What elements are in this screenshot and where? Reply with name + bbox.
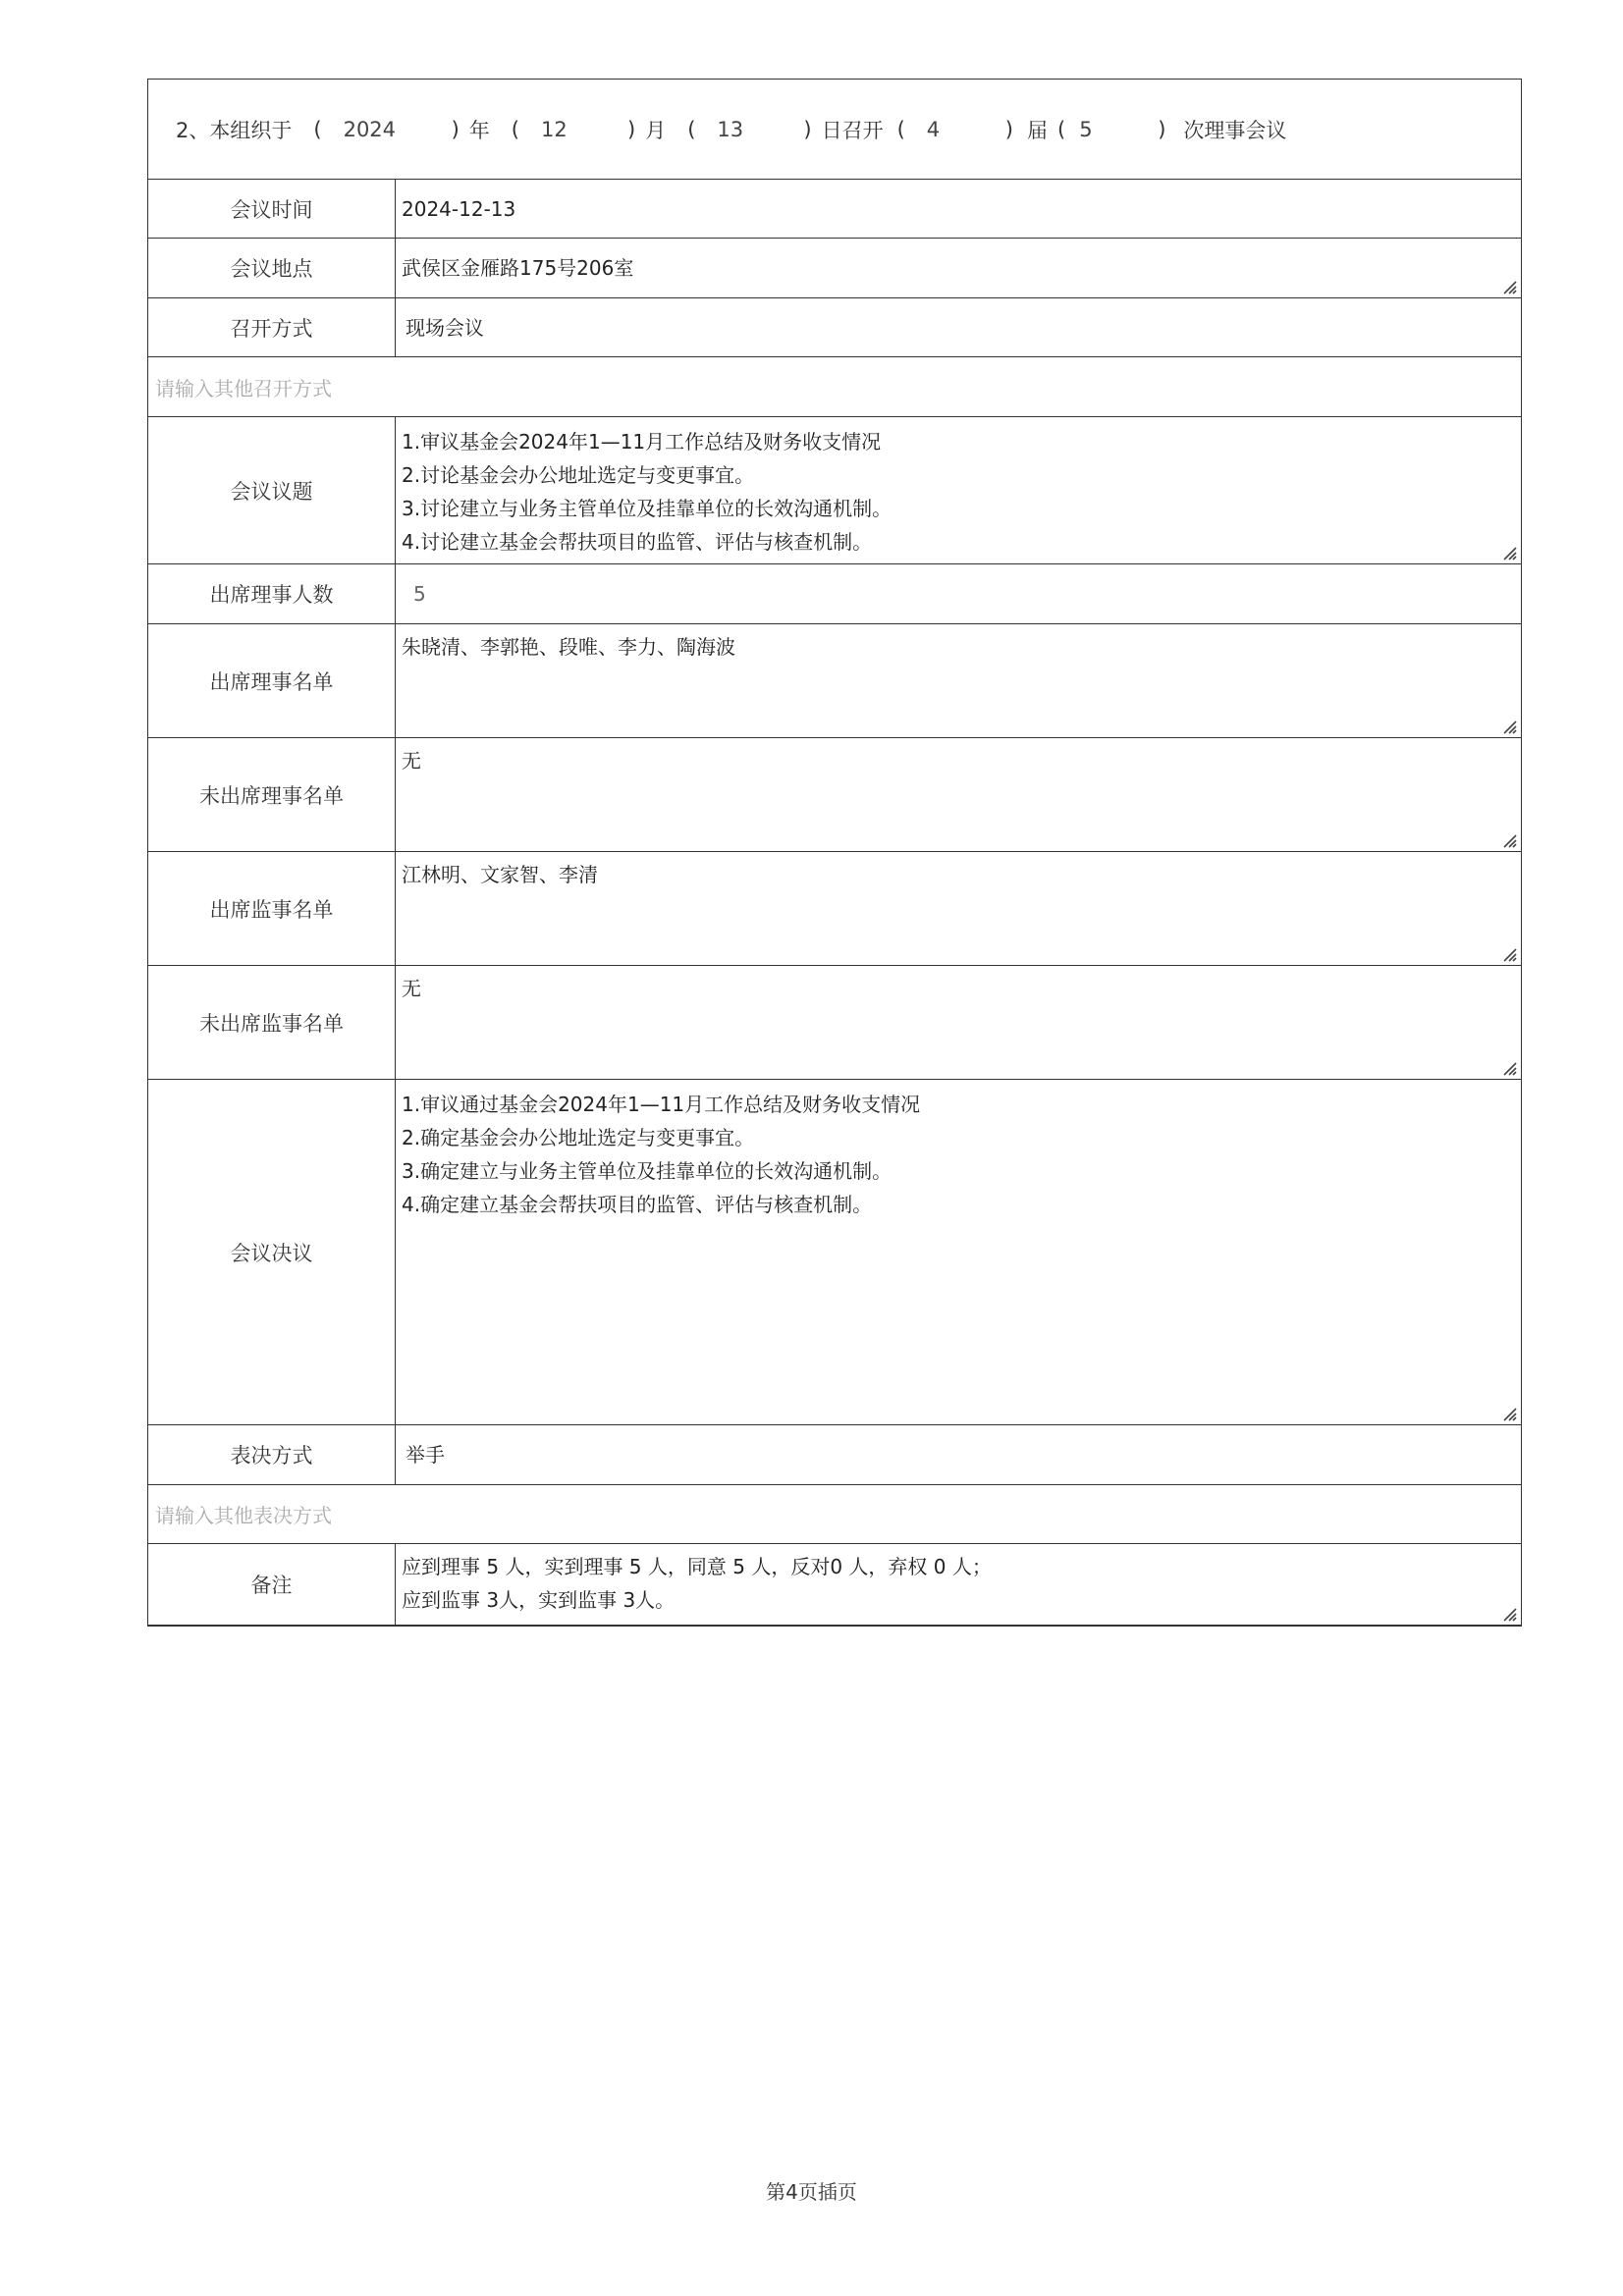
resize-handle-icon[interactable]: [1501, 946, 1517, 962]
row-meeting-method: [148, 298, 1521, 357]
row-meeting-time: [148, 180, 1521, 239]
meeting-place-label: 会议地点: [148, 239, 396, 297]
page-footer: 第4页插页: [766, 2180, 857, 2204]
other-vote-input[interactable]: 请输入其他表决方式: [148, 1485, 1521, 1544]
resize-handle-icon[interactable]: [1501, 719, 1517, 734]
absent-directors-label: 未出席理事名单: [148, 738, 396, 851]
vote-method-select[interactable]: 举手: [406, 1443, 445, 1467]
attending-directors-textarea[interactable]: [396, 624, 1521, 737]
paren-close: ): [1158, 117, 1166, 141]
attending-supervisors-label: 出席监事名单: [148, 852, 396, 965]
meeting-time-input[interactable]: 2024-12-13: [402, 196, 516, 221]
row-absent-supervisors: [148, 966, 1521, 1080]
resize-handle-icon[interactable]: [1501, 1606, 1517, 1622]
attending-supervisors-textarea[interactable]: [396, 852, 1521, 965]
row-attending-directors: [148, 624, 1521, 738]
row-attending-supervisors: [148, 852, 1521, 966]
meeting-unit: 次理事会议: [1183, 118, 1287, 142]
session-value[interactable]: 4: [926, 117, 941, 141]
month-unit: 月: [645, 118, 667, 142]
meeting-header: [148, 80, 1521, 180]
meeting-method-label: 召开方式: [148, 298, 396, 356]
meeting-number-value[interactable]: 5: [1079, 117, 1093, 141]
header-prefix: 2、本组织于: [176, 118, 293, 142]
absent-supervisors-label: 未出席监事名单: [148, 966, 396, 1079]
paren-open: (: [687, 117, 696, 141]
paren-open: (: [313, 117, 322, 141]
paren-open: (: [1057, 117, 1066, 141]
resize-handle-icon[interactable]: [1501, 1060, 1517, 1076]
paren-close: ): [451, 117, 460, 141]
paren-open: (: [511, 117, 519, 141]
attending-directors-text: 朱晓清、李郭艳、段唯、李力、陶海波: [402, 635, 735, 659]
meeting-place-textarea[interactable]: [396, 239, 1521, 297]
other-method-input[interactable]: 请输入其他召开方式: [148, 357, 1521, 417]
agenda-textarea[interactable]: [396, 417, 1521, 563]
resolution-line: 4.确定建立基金会帮扶项目的监管、评估与核查机制。: [402, 1193, 873, 1216]
meeting-place-text: 武侯区金雁路175号206室: [402, 256, 634, 280]
remarks-line: 应到监事 3人，实到监事 3人。: [402, 1588, 676, 1612]
month-value[interactable]: 12: [540, 117, 568, 141]
session-unit: 届: [1027, 118, 1048, 142]
paren-open: (: [896, 117, 905, 141]
absent-directors-textarea[interactable]: [396, 738, 1521, 851]
resize-handle-icon[interactable]: [1501, 545, 1517, 561]
agenda-label: 会议议题: [148, 417, 396, 563]
resolution-line: 2.确定基金会办公地址选定与变更事宜。: [402, 1126, 755, 1149]
row-resolutions: [148, 1080, 1521, 1425]
attending-count-input[interactable]: 5: [413, 582, 426, 606]
resize-handle-icon[interactable]: [1501, 1406, 1517, 1421]
meeting-time-label: 会议时间: [148, 180, 396, 238]
resolutions-label: 会议决议: [148, 1080, 396, 1424]
row-attending-count: [148, 564, 1521, 624]
agenda-line: 4.讨论建立基金会帮扶项目的监管、评估与核查机制。: [402, 530, 873, 554]
vote-method-label: 表决方式: [148, 1425, 396, 1484]
row-remarks: [148, 1544, 1521, 1625]
row-vote-method: [148, 1425, 1521, 1485]
day-unit: 日召开: [821, 118, 884, 142]
row-agenda: [148, 417, 1521, 564]
agenda-line: 3.讨论建立与业务主管单位及挂靠单位的长效沟通机制。: [402, 497, 893, 520]
resize-handle-icon[interactable]: [1501, 832, 1517, 848]
paren-close: ): [626, 117, 636, 141]
year-value[interactable]: 2024: [343, 117, 397, 141]
resize-handle-icon[interactable]: [1501, 279, 1517, 294]
resolution-line: 1.审议通过基金会2024年1—11月工作总结及财务收支情况: [402, 1093, 921, 1116]
day-value[interactable]: 13: [717, 117, 744, 141]
attending-count-label: 出席理事人数: [148, 564, 396, 623]
attending-supervisors-text: 江林明、文家智、李清: [402, 863, 598, 886]
meeting-method-select[interactable]: 现场会议: [406, 315, 484, 340]
paren-close: ): [1004, 117, 1013, 141]
attending-directors-label: 出席理事名单: [148, 624, 396, 737]
agenda-line: 2.讨论基金会办公地址选定与变更事宜。: [402, 463, 755, 487]
row-meeting-place: [148, 239, 1521, 298]
remarks-line: 应到理事 5 人，实到理事 5 人，同意 5 人，反对0 人，弃权 0 人；: [402, 1555, 992, 1578]
resolutions-textarea[interactable]: [396, 1080, 1521, 1424]
absent-directors-text: 无: [402, 749, 421, 773]
absent-supervisors-textarea[interactable]: [396, 966, 1521, 1079]
paren-close: ): [803, 117, 812, 141]
remarks-textarea[interactable]: [396, 1544, 1521, 1625]
resolution-line: 3.确定建立与业务主管单位及挂靠单位的长效沟通机制。: [402, 1159, 893, 1183]
row-absent-directors: [148, 738, 1521, 852]
remarks-label: 备注: [148, 1544, 396, 1625]
agenda-line: 1.审议基金会2024年1—11月工作总结及财务收支情况: [402, 430, 882, 454]
year-unit: 年: [468, 118, 490, 142]
absent-supervisors-text: 无: [402, 977, 421, 1000]
meeting-form: [147, 79, 1522, 1627]
